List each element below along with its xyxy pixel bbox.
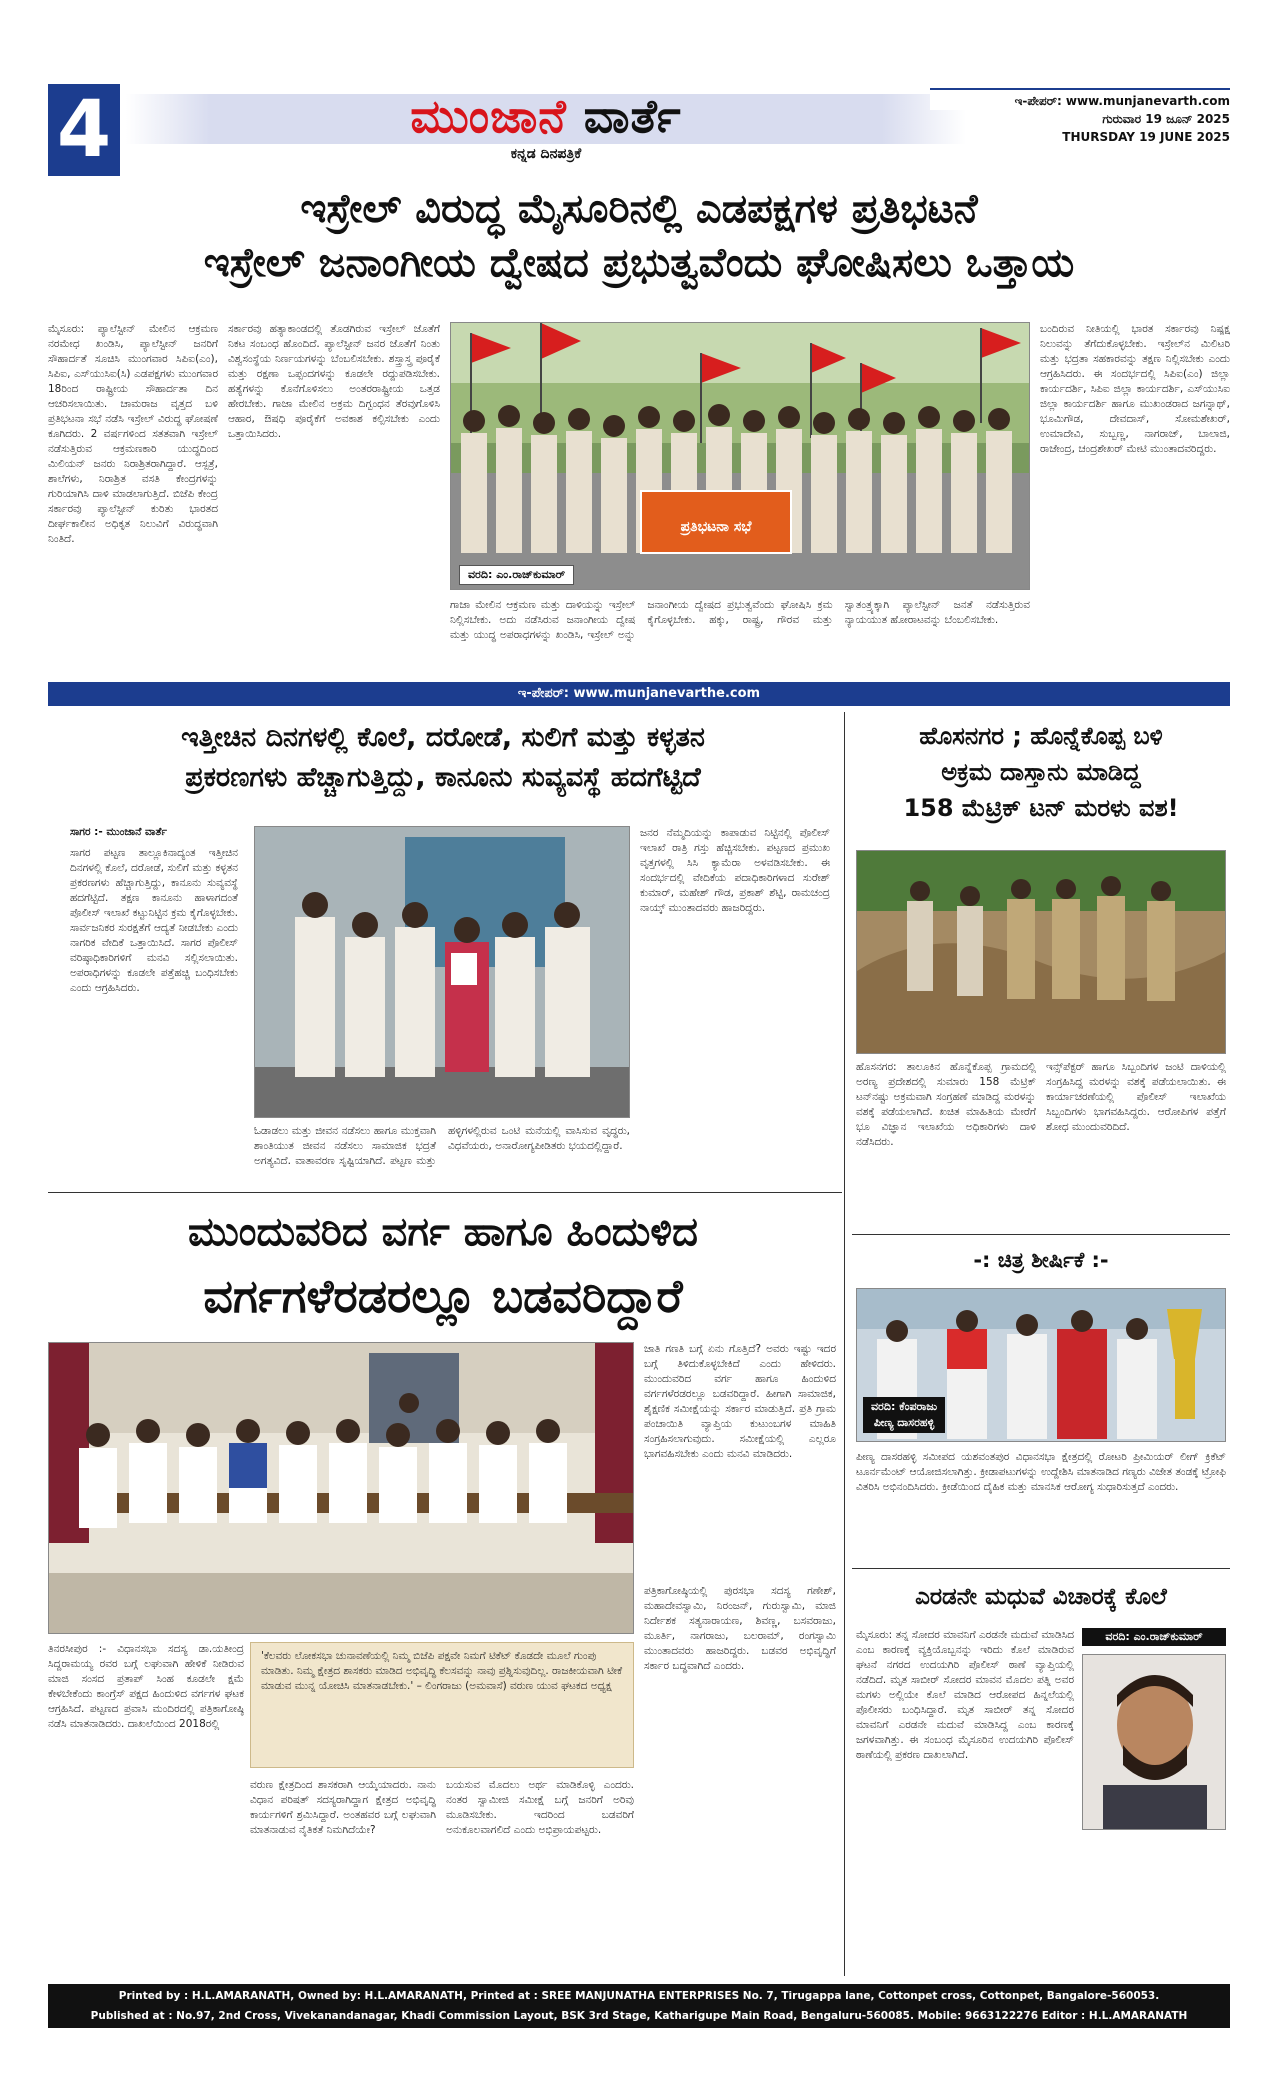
newspaper-title <box>128 88 964 144</box>
epaper-link[interactable]: ಇ-ಪೇಪರ್: www.munjanevarth.com <box>930 88 1230 110</box>
story4-left-column: ತಿನರಸೀಪುರ :- ವಿಧಾನಸಭಾ ಸದಸ್ಯ ಡಾ.ಯತೀಂದ್ರ ಸಿದ್ದರಾಮಯ್ಯ ರವರ ಬಗ್ಗೆ ಲಘುವಾಗಿ ಹೇಳಿಕೆ ನೀಡಿರುವ ಮಾಜಿ ಸಂಸದ ಪ್ರತಾಪ್ ಸಿಂಹ ಕೂಡಲೇ ಕ್ಷಮೆ ಕೇಳಬೇಕೆಂದು ಕಾಂಗ್ರೆಸ್ ಪಕ್ಷದ ಹಿಂದುಳಿದ ವರ್ಗಗಳ ಘಟಕ ಆಗ್ರಹಿಸಿದೆ. ಪಟ್ಟಣದ ಪ್ರವಾಸಿ ಮಂದಿರದಲ್ಲಿ ಪತ್ರಿಕಾಗೋಷ್ಠಿ ನಡೆಸಿ ಮಾತನಾಡಿದರು. ದಾಖಲೆಯಿಂದ 2018ರಲ್ಲಿ <box>48 1643 244 1730</box>
story1-column-2: ಸರ್ಕಾರವು ಹತ್ಯಾಕಾಂಡದಲ್ಲಿ ತೊಡಗಿರುವ ಇಸ್ರೇಲ್ ಜೊತೆಗೆ ನಿಕಟ ಸಂಬಂಧ ಹೊಂದಿದೆ. ಪ್ಯಾಲೆಸ್ಟೀನ್ ಜನರ ಜೊತೆಗೆ ನಿಂತು ವಿಶ್ವಸಂಸ್ಥೆಯ ನಿರ್ಣಯಗಳನ್ನು ಬೆಂಬಲಿಸಬೇಕು. ಶಸ್ತ್ರಾಸ್ತ್ರ ಪೂರೈಕೆ ಮತ್ತು ರಕ್ಷಣಾ ಒಪ್ಪಂದಗಳನ್ನು ಕೂಡಲೇ ರದ್ದುಪಡಿಸಬೇಕು. ಹತ್ಯೆಗಳನ್ನು ಕೊನೆಗೊಳಿಸಲು ಅಂತರರಾಷ್ಟ್ರೀಯ ಒತ್ತಡ ಹೇರಬೇಕು. ಗಾಜಾ ಮೇಲಿನ ಅಕ್ರಮ ದಿಗ್ಬಂಧನ ತೆರವುಗೊಳಿಸಿ ಆಹಾರ, ಔಷಧಿ ಪೂರೈಕೆಗೆ ಅವಕಾಶ ಕಲ್ಪಿಸಬೇಕು ಎಂದು ಒತ್ತಾಯಿಸಿದರು. <box>228 323 440 440</box>
story1-photo-caption: ವರದಿ: ಎಂ.ರಾಜ್‌ಕುಮಾರ್ <box>459 565 574 585</box>
story1-below-photo-text: ಗಾಜಾ ಮೇಲಿನ ಆಕ್ರಮಣ ಮತ್ತು ದಾಳಿಯನ್ನು ಇಸ್ರೇಲ್ ನಿಲ್ಲಿಸಬೇಕು. ಅದು ನಡೆಸಿರುವ ಜನಾಂಗೀಯ ದ್ವೇಷ ಮತ್ತು ಯುದ್ಧ ಅಪರಾಧಗಳನ್ನು ಖಂಡಿಸಿ, ಇಸ್ರೇಲ್ ಅನ್ನು ಜನಾಂಗೀಯ ದ್ವೇಷದ ಪ್ರಭುತ್ವವೆಂದು ಘೋಷಿಸಿ ಕ್ರಮ ಕೈಗೊಳ್ಳಬೇಕು. ಹಕ್ಕು, ರಾಷ್ಟ್ರ, ಗೌರವ ಮತ್ತು ಸ್ವಾತಂತ್ರ್ಯಕ್ಕಾಗಿ ಪ್ಯಾಲೆಸ್ಟೀನ್ ಜನತೆ ನಡೆಸುತ್ತಿರುವ ನ್ಯಾಯಯುತ ಹೋರಾಟವನ್ನು ಬೆಂಬಲಿಸಬೇಕು. <box>450 599 1030 641</box>
photo-caption-section-title: -: ಚಿತ್ರ ಶೀರ್ಷಿಕೆ :- <box>973 1248 1109 1272</box>
memorandum-photo-illustration <box>255 827 630 1118</box>
epaper-divider: ಇ-ಪೇಪರ್: www.munjanevarthe.com <box>48 682 1230 706</box>
story6-victim-photo <box>1082 1654 1226 1830</box>
story2-memorandum-photo <box>254 826 630 1118</box>
story2-headline-line2: ಪ್ರಕರಣಗಳು ಹೆಚ್ಚಾಗುತ್ತಿದ್ದು, ಕಾನೂನು ಸುವ್ಯವಸ್ಥೆ ಹದಗೆಟ್ಟಿದೆ <box>185 762 701 793</box>
section-rule-right-2 <box>852 1568 1230 1569</box>
story3-headline <box>852 718 1230 826</box>
story2-below-photo-text: ಓಡಾಡಲು ಮತ್ತು ಜೀವನ ನಡೆಸಲು ಹಾಗೂ ಮುಕ್ತವಾಗಿ ಶಾಂತಿಯುತ ಜೀವನ ನಡೆಸಲು ಸಾಮಾಜಿಕ ಭದ್ರತೆ ಅಗತ್ಯವಿದೆ. ವಾತಾವರಣ ಸೃಷ್ಟಿಯಾಗಿದೆ. ಪಟ್ಟಣ ಮತ್ತು ಹಳ್ಳಿಗಳಲ್ಲಿರುವ ಒಂಟಿ ಮನೆಯಲ್ಲಿ ವಾಸಿಸುವ ವೃದ್ಧರು, ವಿಧವೆಯರು, ಅನಾರೋಗ್ಯಪೀಡಿತರು ಭಯದಲ್ಲಿದ್ದಾರೆ. <box>254 1125 630 1167</box>
press-meet-photo-illustration <box>49 1343 634 1634</box>
story1-column-1: ಮೈಸೂರು: ಪ್ಯಾಲೆಸ್ಟೀನ್ ಮೇಲಿನ ಆಕ್ರಮಣ ನರಮೇಧ ಖಂಡಿಸಿ, ಪ್ಯಾಲೆಸ್ಟೀನ್ ಜನರಿಗೆ ಸೌಹಾರ್ದತೆ ಸೂಚಿಸಿ ಮುಂಗವಾರ ಸಿಪಿಐ(ಎಂ), ಸಿಪಿಐ, ಎಸ್‌ಯುಸಿಐ(ಸಿ) ಎಡಪಕ್ಷಗಳು ಮುಂಗವಾರ 18ರಿಂದ ರಾಷ್ಟ್ರೀಯ ಸೌಹಾರ್ದತಾ ದಿನ ಆಚರಿಸಲಾಯಿತು. ಚಾಮರಾಜ ವೃತ್ತದ ಬಳಿ ಪ್ರತಿಭಟನಾ ಸಭೆ ನಡೆಸಿ ಇಸ್ರೇಲ್ ವಿರುದ್ಧ ಘೋಷಣೆ ಕೂಗಿದರು. 2 ವರ್ಷಗಳಿಂದ ಸತತವಾಗಿ ಇಸ್ರೇಲ್ ನಡೆಸುತ್ತಿರುವ ಆಕ್ರಮಣಕಾರಿ ಯುದ್ಧದಿಂದ ಮಿಲಿಯನ್ ಜನರು ನಿರಾಶ್ರಿತರಾಗಿದ್ದಾರೆ. ಆಸ್ಪತ್ರೆ, ಶಾಲೆಗಳು, ನಿರಾಶ್ರಿತ ವಸತಿ ಕೇಂದ್ರಗಳನ್ನು ಗುರಿಯಾಗಿಸಿ ದಾಳಿ ಮಾಡಲಾಗುತ್ತಿದೆ. ಬಿಜೆಪಿ ಕೇಂದ್ರ ಸರ್ಕಾರವು ಪ್ಯಾಲೆಸ್ಟೀನ್ ಕುರಿತು ಭಾರತದ ದೀರ್ಘಕಾಲೀನ ಅಧಿಕೃತ ನಿಲುವಿಗೆ ವಿರುದ್ಧವಾಗಿ ನಿಂತಿದೆ. <box>48 323 218 545</box>
story2-headline <box>48 718 838 798</box>
story4-bottom-column-1: ವರುಣ ಕ್ಷೇತ್ರದಿಂದ ಶಾಸಕರಾಗಿ ಆಯ್ಕೆಯಾದರು. ನಾನು ವಿಧಾನ ಪರಿಷತ್ ಸದಸ್ಯರಾಗಿದ್ದಾಗ ಕ್ಷೇತ್ರದ ಅಭಿವೃದ್ಧಿ ಕಾರ್ಯಗಳಿಗೆ ಶ್ರಮಿಸಿದ್ದಾರೆ. ಅಂತಹವರ ಬಗ್ಗೆ ಲಘುವಾಗಿ ಮಾತನಾಡುವ ನೈತಿಕತೆ ನಿಮಗಿದೆಯೇ? <box>250 1779 436 1836</box>
story3-column-1: ಹೊಸನಗರ: ತಾಲೂಕಿನ ಹೊನ್ನೆಕೊಪ್ಪ ಗ್ರಾಮದಲ್ಲಿ ಅರಣ್ಯ ಪ್ರದೇಶದಲ್ಲಿ ಸುಮಾರು 158 ಮೆಟ್ರಿಕ್ ಟನ್‌ನಷ್ಟು ಅಕ್ರಮವಾಗಿ ಸಂಗ್ರಹಣೆ ಮಾಡಿದ್ದ ಮರಳನ್ನು ವಶಕ್ಕೆ ಪಡೆಯಲಾಗಿದೆ. ಖಚಿತ ಮಾಹಿತಿಯ ಮೇರೆಗೆ ಭೂ ವಿಜ್ಞಾನ ಇಲಾಖೆಯ ಅಧಿಕಾರಿಗಳು ದಾಳಿ ನಡೆಸಿದರು. <box>856 1061 1036 1148</box>
protest-banner: ಪ್ರತಿಭಟನಾ ಸಭೆ <box>680 519 752 535</box>
imprint-footer <box>48 1984 1230 2028</box>
title-red: ಮುಂಜಾನೆ <box>410 89 567 143</box>
footer-publisher-line: Published at : No.97, 2nd Cross, Vivekanandanagar, Khadi Commission Layout, BSK 3rd Stage, Katharigupe Main Road, Bengaluru-560085. Mobile: 9663122276 Editor : H.L.AMARANATH <box>90 2010 1188 2022</box>
masthead <box>48 84 1230 176</box>
story3-headline-line2: ಅಕ್ರಮ ದಾಸ್ತಾನು ಮಾಡಿದ್ದ <box>941 758 1141 786</box>
story1-headline-line2: ಇಸ್ರೇಲ್ ಜನಾಂಗೀಯ ದ್ವೇಷದ ಪ್ರಭುತ್ವವೆಂದು ಘೋಷಿಸಲು ಒತ್ತಾಯ <box>203 240 1075 286</box>
story5-photo-caption <box>863 1397 945 1433</box>
story5-caption-line1: ವರದಿ: ಕೆಂಪರಾಜು <box>871 1400 938 1413</box>
date-kannada: ಗುರುವಾರ 19 ಜೂನ್ 2025 <box>1102 112 1230 126</box>
story6-byline: ವರದಿ: ಎಂ.ರಾಜ್‌ಕುಮಾರ್ <box>1082 1628 1226 1646</box>
story3-headline-line3: 158 ಮೆಟ್ರಿಕ್ ಟನ್ ಮರಳು ವಶ! <box>903 794 1179 822</box>
story3-sand-seizure-photo <box>856 850 1226 1054</box>
protest-photo-illustration <box>451 323 1030 590</box>
date-english: THURSDAY 19 JUNE 2025 <box>1062 130 1230 144</box>
story1-headline <box>48 182 1230 290</box>
story6-headline: ಎರಡನೇ ಮಧುವೆ ವಿಚಾರಕ್ಕೆ ಕೊಲೆ <box>915 1584 1167 1610</box>
section-rule-right <box>852 1234 1230 1235</box>
story2-headline-line1: ಇತ್ತೀಚಿನ ದಿನಗಳಲ್ಲಿ ಕೊಲೆ, ದರೋಡೆ, ಸುಲಿಗೆ ಮತ್ತು ಕಳ್ಳತನ <box>181 722 705 753</box>
story1-column-3: ಬಂದಿರುವ ನೀತಿಯಲ್ಲಿ ಭಾರತ ಸರ್ಕಾರವು ನಿಷ್ಪಕ್ಷ ನಿಲುವನ್ನು ತೆಗೆದುಕೊಳ್ಳಬೇಕು. ಇಸ್ರೇಲ್‌ನ ಮಿಲಿಟರಿ ಮತ್ತು ಭದ್ರತಾ ಸಹಕಾರವನ್ನು ತಕ್ಷಣ ನಿಲ್ಲಿಸಬೇಕು ಎಂದು ಆಗ್ರಹಿಸಿದರು. ಈ ಸಂದರ್ಭದಲ್ಲಿ ಸಿಪಿಐ(ಎಂ) ಜಿಲ್ಲಾ ಕಾರ್ಯದರ್ಶಿ, ಸಿಪಿಐ ಜಿಲ್ಲಾ ಕಾರ್ಯದರ್ಶಿ, ಎಸ್‌ಯುಸಿಐ ಜಿಲ್ಲಾ ಕಾರ್ಯದರ್ಶಿ ಹಾಗೂ ಮುಖಂಡರಾದ ಜಗನ್ನಾಥ್, ಭೂಮಿಗೌಡ, ದೇವದಾಸ್, ಸೋಮಶೇಖರ್, ಉಮಾದೇವಿ, ಸುಬ್ಬಣ್ಣ, ನಾಗರಾಜ್, ಬಾಲಾಜಿ, ರಾಜೇಂದ್ರ, ಚಂದ್ರಶೇಖರ್ ಮೇಟಿ ಮುಂತಾದವರಿದ್ದರು. <box>1040 323 1230 455</box>
story6-column-1: ಮೈಸೂರು: ತನ್ನ ಸೋದರ ಮಾವನಿಗೆ ಎರಡನೇ ಮದುವೆ ಮಾಡಿಸಿದ ಎಂಬ ಕಾರಣಕ್ಕೆ ವ್ಯಕ್ತಿಯೊಬ್ಬನನ್ನು ಇರಿದು ಕೊಲೆ ಮಾಡಿರುವ ಘಟನೆ ನಗರದ ಉದಯಗಿರಿ ಪೊಲೀಸ್ ಠಾಣೆ ವ್ಯಾಪ್ತಿಯಲ್ಲಿ ನಡೆದಿದೆ. ಮೃತ ಸಾಬೀರ್ ಸೋದರ ಮಾವನ ಮೊದಲ ಪತ್ನಿ ಅವರ ಮಗಳು ಅಲ್ಲಿಯೇ ಕೊಲೆ ಮಾಡಿದ ಆರೋಪದ ಹಿನ್ನಲೆಯಲ್ಲಿ ಪೊಲೀಸರು ಬಂಧಿಸಿದ್ದಾರೆ. ಮೃತ ಸಾಬೀರ್ ತನ್ನ ಸೋದರ ಮಾವನಿಗೆ ಎರಡನೇ ಮದುವೆ ಮಾಡಿಸಿದ್ದ ಎಂಬ ಕಾರಣಕ್ಕೆ ಜಗಳವಾಗಿತ್ತು. ಈ ಸಂಬಂಧ ಮೈಸೂರಿನ ಉದಯಗಿರಿ ಪೊಲೀಸ್ ಠಾಣೆಯಲ್ಲಿ ಪ್ರಕರಣ ದಾಖಲಾಗಿದೆ. <box>856 1629 1074 1761</box>
story4-headline-line1: ಮುಂದುವರಿದ ವರ್ಗ ಹಾಗೂ ಹಿಂದುಳಿದ <box>188 1209 698 1255</box>
story5-trophy-photo <box>856 1288 1226 1442</box>
story4-quote-box: 'ಕೆಲವರು ಲೋಕಸಭಾ ಚುನಾವಣೆಯಲ್ಲಿ ನಿಮ್ಮ ಬಿಜೆಪಿ ಪಕ್ಷವೇ ನಿಮಗೆ ಟಿಕೆಟ್ ಕೊಡದೇ ಮೂಲೆ ಗುಂಪು ಮಾಡಿತು. ನಿಮ್ಮ ಕ್ಷೇತ್ರದ ಶಾಸಕರು ಮಾಡಿದ ಅಭಿವೃದ್ಧಿ ಕೆಲಸವನ್ನು ನಾವು ಪ್ರಶ್ನಿಸುವುದಿಲ್ಲ. ರಾಜಕೀಯವಾಗಿ ಟೀಕೆ ಮಾಡುವ ಮುನ್ನ ಯೋಚಿಸಿ ಮಾತನಾಡಬೇಕು.' – ಲಿಂಗರಾಜು (ಅಮವಾಸೆ) ವರುಣ ಯುವ ಘಟಕದ ಅಧ್ಯಕ್ಷ <box>250 1642 634 1768</box>
newspaper-subtitle: ಕನ್ನಡ ದಿನಪತ್ರಿಕೆ <box>510 146 582 162</box>
story3-headline-line1: ಹೊಸನಗರ ; ಹೊನ್ನೆಕೊಪ್ಪ ಬಳಿ <box>919 722 1163 750</box>
story3-column-2: ಇನ್ಸ್‌ಪೆಕ್ಟರ್ ಹಾಗೂ ಸಿಬ್ಬಂದಿಗಳ ಜಂಟಿ ದಾಳಿಯಲ್ಲಿ ಸಂಗ್ರಹಿಸಿದ್ದ ಮರಳನ್ನು ವಶಕ್ಕೆ ಪಡೆಯಲಾಯಿತು. ಈ ಕಾರ್ಯಾಚರಣೆಯಲ್ಲಿ ಪೊಲೀಸ್ ಇಲಾಖೆಯ ಸಿಬ್ಬಂದಿಗಳು ಭಾಗವಹಿಸಿದ್ದರು. ಆರೋಪಿಗಳ ಪತ್ತೆಗೆ ಶೋಧ ಮುಂದುವರಿದಿದೆ. <box>1046 1061 1226 1133</box>
story5-caption-line2: ಪೀಣ್ಯ ದಾಸರಹಳ್ಳಿ <box>873 1416 935 1429</box>
page-number: 4 <box>48 84 120 176</box>
story4-right-column-2: ಪತ್ರಿಕಾಗೋಷ್ಠಿಯಲ್ಲಿ ಪುರಸಭಾ ಸದಸ್ಯ ಗಣೇಶ್, ಮಹಾದೇವಸ್ವಾಮಿ, ನಿರಂಜನ್, ಗುರುಸ್ವಾಮಿ, ಮಾಜಿ ನಿರ್ದೇಶಕ ಸತ್ಯನಾರಾಯಣ, ಶಿವಣ್ಣ, ಬಸವರಾಜು, ಮೂರ್ತಿ, ನಾಗರಾಜು, ಬಲರಾಮ್, ರಂಗಸ್ವಾಮಿ ಮುಂತಾದವರು ಹಾಜರಿದ್ದರು. ಬಡವರ ಅಭಿವೃದ್ಧಿಗೆ ಸರ್ಕಾರ ಬದ್ಧವಾಗಿದೆ ಎಂದರು. <box>644 1585 836 1672</box>
story4-bottom-column-2: ಬಯಸುವ ಮೊದಲು ಅರ್ಥ ಮಾಡಿಕೊಳ್ಳಿ ಎಂದರು. ನಂತರ ಸ್ವಾಮೀಜಿ ಸಮೀಕ್ಷೆ ಬಗ್ಗೆ ಜನರಿಗೆ ಅರಿವು ಮೂಡಿಸಬೇಕು. ಇದರಿಂದ ಬಡವರಿಗೆ ಅನುಕೂಲವಾಗಲಿದೆ ಎಂದು ಅಭಿಪ್ರಾಯಪಟ್ಟರು. <box>446 1779 634 1836</box>
story2-dateline: ಸಾಗರ :- ಮುಂಜಾನೆ ವಾರ್ತೆ <box>70 826 167 838</box>
story4-headline-line2: ವರ್ಗಗಳೆರಡರಲ್ಲೂ ಬಡವರಿದ್ದಾರೆ <box>203 1269 683 1323</box>
column-rule <box>844 712 845 1976</box>
section-rule <box>48 1192 842 1193</box>
sand-seizure-photo-illustration <box>857 851 1226 1054</box>
story4-right-column-1: ಜಾತಿ ಗಣತಿ ಬಗ್ಗೆ ಏನು ಗೊತ್ತಿದೆ? ಅವರು ಇಷ್ಟು ಇದರ ಬಗ್ಗೆ ತಿಳಿದುಕೊಳ್ಳಬೇಕಿದೆ ಎಂದು ಹೇಳಿದರು. ಮುಂದುವರಿದ ವರ್ಗ ಹಾಗೂ ಹಿಂದುಳಿದ ವರ್ಗಗಳೆರಡರಲ್ಲೂ ಬಡವರಿದ್ದಾರೆ. ಹೀಗಾಗಿ ಸಾಮಾಜಿಕ, ಶೈಕ್ಷಣಿಕ ಸಮೀಕ್ಷೆಯನ್ನು ಸರ್ಕಾರ ಮಾಡುತ್ತಿದೆ. ಪ್ರತಿ ಗ್ರಾಮ ಪಂಚಾಯಿತಿ ವ್ಯಾಪ್ತಿಯ ಕುಟುಂಬಗಳ ಮಾಹಿತಿ ಸಂಗ್ರಹಿಸಲಾಗುವುದು. ಸಮೀಕ್ಷೆಯಲ್ಲಿ ಎಲ್ಲರೂ ಭಾಗವಹಿಸಬೇಕು ಎಂದು ಮನವಿ ಮಾಡಿದರು. <box>644 1343 836 1460</box>
story1-headline-line1: ಇಸ್ರೇಲ್ ವಿರುದ್ಧ ಮೈಸೂರಿನಲ್ಲಿ ಎಡಪಕ್ಷಗಳ ಪ್ರತಿಭಟನೆ <box>300 186 978 232</box>
story5-text: ಪೀಣ್ಯ ದಾಸರಹಳ್ಳಿ ಸಮೀಪದ ಯಶವಂತಪುರ ವಿಧಾನಸಭಾ ಕ್ಷೇತ್ರದಲ್ಲಿ ರೋಟರಿ ಪ್ರೀಮಿಯರ್ ಲೀಗ್ ಕ್ರಿಕೆಟ್ ಟೂರ್ನಮೆಂಟ್ ಆಯೋಜಿಸಲಾಗಿತ್ತು. ಕ್ರೀಡಾಪಟುಗಳನ್ನು ಉದ್ದೇಶಿಸಿ ಮಾತನಾಡಿದ ಗಣ್ಯರು ವಿಜೇತ ತಂಡಕ್ಕೆ ಟ್ರೋಫಿ ವಿತರಿಸಿ ಅಭಿನಂದಿಸಿದರು. ಕ್ರೀಡೆಯಿಂದ ದೈಹಿಕ ಮತ್ತು ಮಾನಸಿಕ ಆರೋಗ್ಯ ಸುಧಾರಿಸುತ್ತದೆ ಎಂದರು. <box>856 1451 1226 1493</box>
story4-headline <box>48 1200 838 1328</box>
masthead-info <box>930 88 1230 146</box>
title-black: ವಾರ್ತೆ <box>583 89 682 143</box>
footer-printer-line: Printed by : H.L.AMARANATH, Owned by: H.L.AMARANATH, Printed at : SREE MANJUNATHA ENTERPRISES No. 7, Tirugappa lane, Cottonpet cross, Cottonpet, Bangalore-560053. <box>118 1990 1160 2002</box>
story1-protest-photo <box>450 322 1030 590</box>
story2-column-1: ಸಾಗರ ಪಟ್ಟಣ ತಾಲ್ಲೂಕಿನಾದ್ಯಂತ ಇತ್ತೀಚಿನ ದಿನಗಳಲ್ಲಿ ಕೊಲೆ, ದರೋಡೆ, ಸುಲಿಗೆ ಮತ್ತು ಕಳ್ಳತನ ಪ್ರಕರಣಗಳು ಹೆಚ್ಚಾಗುತ್ತಿದ್ದು, ಕಾನೂನು ಸುವ್ಯವಸ್ಥೆ ಹದಗೆಟ್ಟಿದೆ. ತಕ್ಷಣ ಕಾನೂನು ಹಾಳಾಗದಂತೆ ಪೊಲೀಸ್ ಇಲಾಖೆ ಕಟ್ಟುನಿಟ್ಟಿನ ಕ್ರಮ ಕೈಗೊಳ್ಳಬೇಕು. ಸಾರ್ವಜನಿಕರ ಸುರಕ್ಷತೆಗೆ ಆದ್ಯತೆ ನೀಡಬೇಕು ಎಂದು ನಾಗರಿಕ ವೇದಿಕೆ ಒತ್ತಾಯಿಸಿದೆ. ಸಾಗರ ಪೊಲೀಸ್ ವರಿಷ್ಠಾಧಿಕಾರಿಗಳಿಗೆ ಮನವಿ ಸಲ್ಲಿಸಲಾಯಿತು. ಅಪರಾಧಿಗಳನ್ನು ಕೂಡಲೇ ಪತ್ತೆಹಚ್ಚಿ ಬಂಧಿಸಬೇಕು ಎಂದು ಆಗ್ರಹಿಸಿದರು. <box>70 847 238 994</box>
story2-column-2: ಜನರ ನೆಮ್ಮದಿಯನ್ನು ಕಾಪಾಡುವ ನಿಟ್ಟಿನಲ್ಲಿ ಪೊಲೀಸ್ ಇಲಾಖೆ ರಾತ್ರಿ ಗಸ್ತು ಹೆಚ್ಚಿಸಬೇಕು. ಪಟ್ಟಣದ ಪ್ರಮುಖ ವೃತ್ತಗಳಲ್ಲಿ ಸಿಸಿ ಕ್ಯಾಮೆರಾ ಅಳವಡಿಸಬೇಕು. ಈ ಸಂದರ್ಭದಲ್ಲಿ ವೇದಿಕೆಯ ಪದಾಧಿಕಾರಿಗಳಾದ ಸುರೇಶ್ ಕುಮಾರ್, ಮಹೇಶ್ ಗೌಡ, ಪ್ರಕಾಶ್ ಶೆಟ್ಟಿ, ರಾಮಚಂದ್ರ ನಾಯ್ಕ್ ಮುಂತಾದವರು ಹಾಜರಿದ್ದರು. <box>640 827 830 914</box>
victim-portrait-illustration <box>1083 1655 1226 1830</box>
story4-press-meet-photo <box>48 1342 634 1634</box>
